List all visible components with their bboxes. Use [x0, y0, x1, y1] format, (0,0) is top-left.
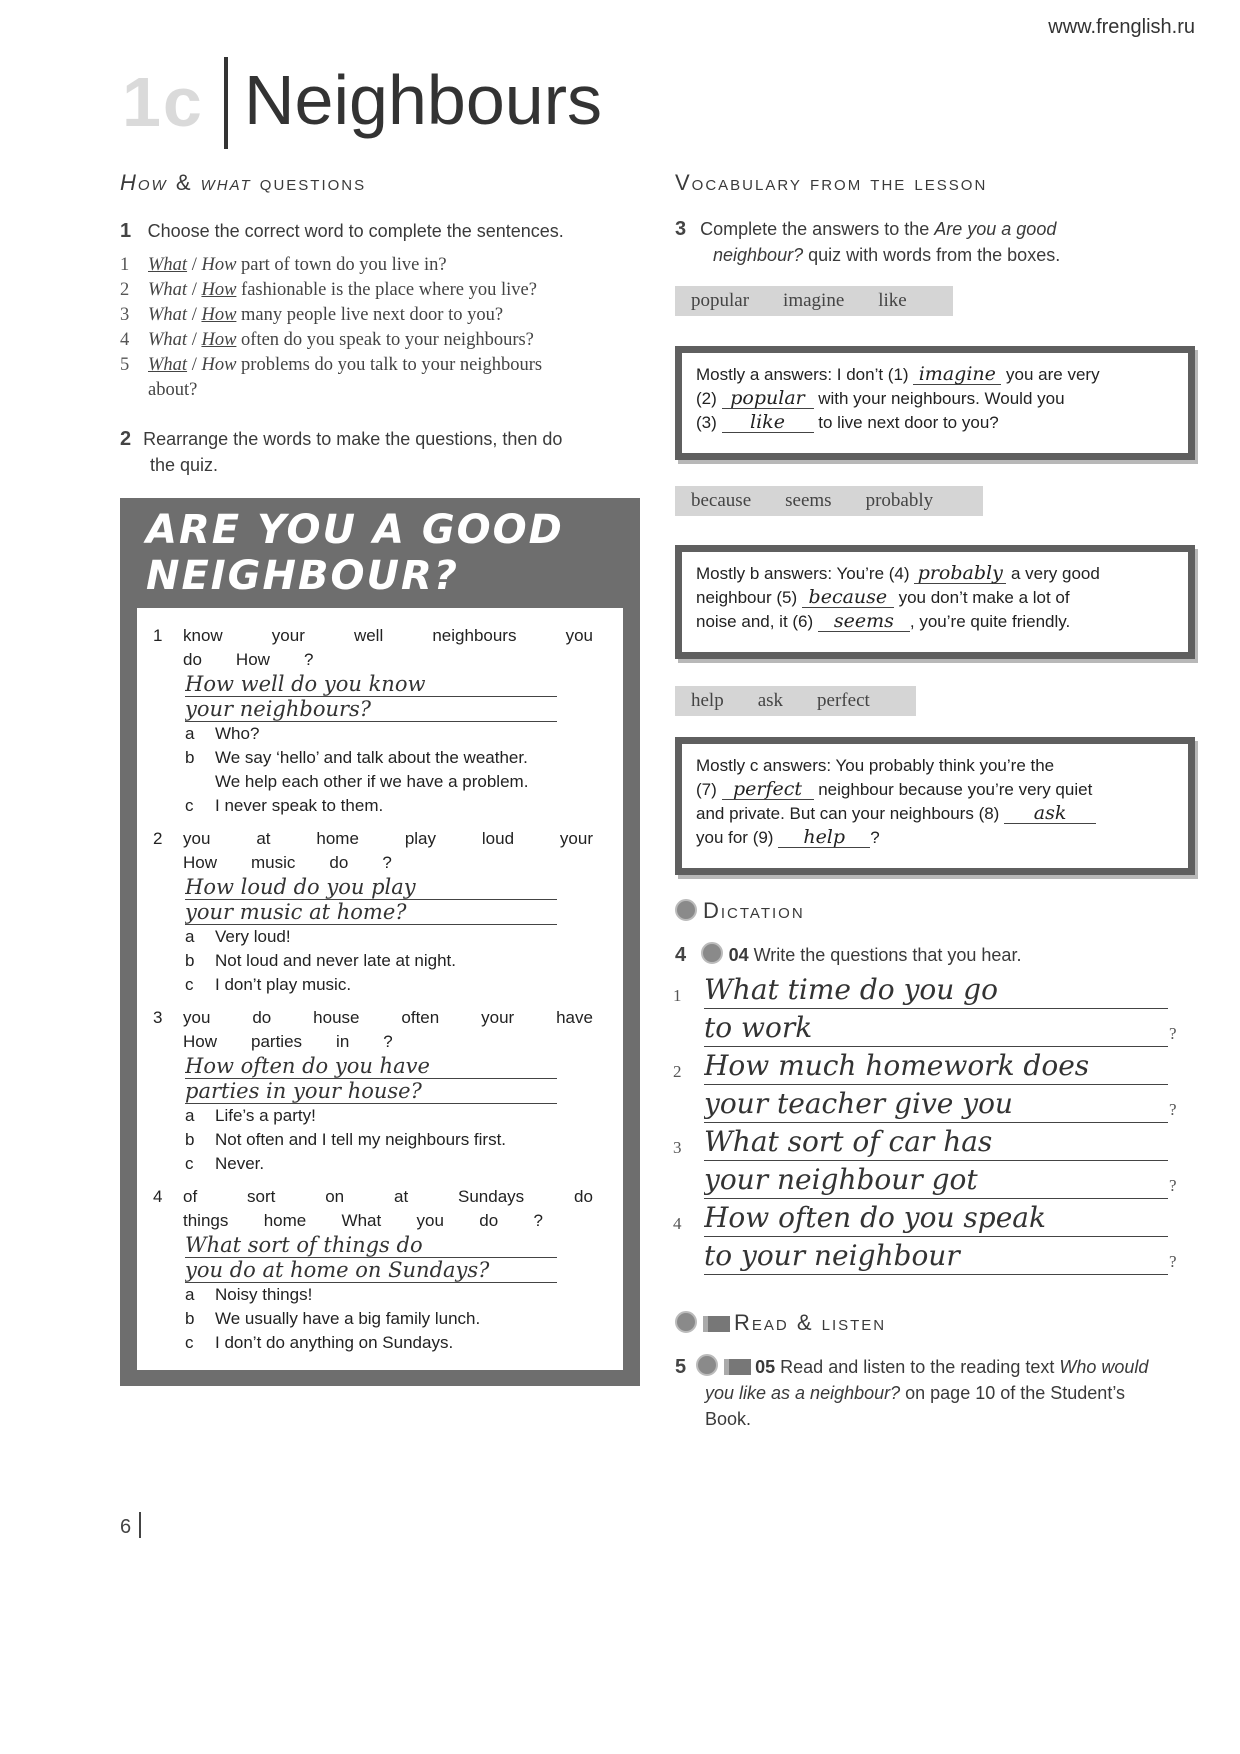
word: ? — [533, 1211, 543, 1230]
word: ? — [303, 650, 314, 669]
item-text: part of town do you live in? — [236, 255, 447, 275]
answer-text: (2) — [696, 389, 722, 408]
gap-fill[interactable]: help — [778, 827, 870, 848]
word: things — [183, 1211, 229, 1230]
quiz-name-continued: neighbour? — [713, 245, 804, 265]
handwritten-answer[interactable]: How often do you have — [185, 1054, 557, 1079]
list-item — [120, 353, 640, 378]
answer-text: you for (9) — [696, 828, 779, 847]
list-item — [120, 278, 640, 303]
option-letter: c — [185, 1333, 194, 1352]
option-text: Life’s a party! — [215, 1106, 316, 1125]
option-text: Not often and I tell my neighbours first. — [215, 1130, 507, 1149]
gap-fill[interactable]: popular — [722, 388, 814, 409]
exercise-1-items — [120, 253, 640, 403]
handwritten-answer[interactable]: How often do you speak — [704, 1200, 1168, 1237]
quiz-option — [153, 1104, 593, 1128]
gap-fill[interactable]: perfect — [722, 779, 814, 800]
question-number: 4 — [153, 1187, 163, 1206]
exercise-5 — [675, 1354, 1195, 1432]
section-heading-vocabulary: Vocabulary from the lesson — [675, 170, 988, 195]
word: your — [559, 829, 593, 848]
quiz-option — [153, 722, 593, 746]
word: neighbours — [432, 626, 517, 645]
exercise-1 — [120, 218, 640, 244]
option-text: Noisy things! — [215, 1285, 313, 1304]
exercise-number: 5 — [675, 1356, 687, 1378]
quiz-name: Are you a good — [934, 219, 1057, 239]
option-letter: a — [185, 927, 195, 946]
handwritten-answer[interactable]: How loud do you play — [185, 875, 557, 900]
exercise-instruction: Rearrange the words to make the questions, then do — [143, 429, 563, 449]
gap-fill[interactable]: ask — [1004, 803, 1096, 824]
handwritten-answer[interactable]: How well do you know — [185, 672, 557, 697]
item-text: often do you speak to your neighbours? — [236, 330, 534, 350]
option-text: We usually have a big family lunch. — [215, 1309, 481, 1328]
word-option: help — [691, 690, 724, 711]
exercise-3 — [675, 216, 1175, 268]
list-item — [120, 328, 640, 353]
word: well — [353, 626, 384, 645]
option-letter: b — [185, 748, 195, 767]
option-what: What — [148, 305, 188, 325]
answer-box-2 — [675, 545, 1195, 659]
word: How — [183, 853, 218, 872]
list-item — [120, 303, 640, 328]
option-how: How — [201, 330, 237, 350]
option-letter: c — [185, 975, 194, 994]
answer-text: ? — [870, 828, 880, 847]
quiz-title-line: ARE YOU A GOOD — [146, 507, 564, 553]
word: do — [479, 1211, 499, 1230]
track-number: 05 — [755, 1357, 776, 1377]
quiz-option — [153, 1307, 593, 1331]
word-box-1 — [675, 286, 953, 316]
word: have — [556, 1008, 593, 1027]
separator: / — [187, 305, 202, 325]
answer-text: and private. But can your neighbours (8) — [696, 804, 1005, 823]
heading-text: Dictation — [703, 898, 805, 923]
word: know — [183, 626, 223, 645]
separator: / — [187, 280, 202, 300]
word: music — [251, 853, 296, 872]
exercise-instruction-continued: on page 10 of the Student’s — [900, 1383, 1125, 1403]
quiz-title — [146, 507, 626, 599]
item-text: fashionable is the place where you live? — [236, 280, 537, 300]
item-text-continued: about? — [148, 380, 198, 400]
option-letter: c — [185, 796, 194, 815]
word: you — [183, 829, 211, 848]
answer-text: Mostly a answers: I don’t (1) — [696, 365, 914, 384]
option-letter: a — [185, 1285, 195, 1304]
option-text: Who? — [215, 724, 260, 743]
exercise-number: 3 — [675, 218, 687, 240]
item-text: many people live next door to you? — [236, 305, 504, 325]
word-option: like — [878, 290, 907, 311]
word: How — [235, 650, 270, 669]
word: home — [263, 1211, 307, 1230]
quiz-option — [153, 949, 593, 973]
item-number: 3 — [120, 305, 130, 325]
option-how: How — [201, 255, 237, 275]
answer-text: you are very — [1001, 365, 1100, 384]
option-letter: b — [185, 1130, 195, 1149]
gap-fill[interactable]: seems — [818, 611, 910, 632]
exercise-instruction-continued: Book. — [705, 1409, 752, 1429]
quiz-option — [153, 973, 593, 997]
word: do — [183, 650, 202, 669]
question-number: 3 — [153, 1008, 163, 1027]
word-box-3 — [675, 686, 916, 716]
separator: / — [187, 330, 202, 350]
option-text: Not loud and never late at night. — [215, 951, 456, 970]
site-url[interactable]: www.frenglish.ru — [1048, 16, 1195, 38]
word: play — [404, 829, 436, 848]
answer-text: neighbour (5) — [696, 588, 802, 607]
option-what: What — [148, 355, 188, 375]
answer-text: you don’t make a lot of — [893, 588, 1070, 607]
answer-text: (7) — [696, 780, 722, 799]
item-number: 5 — [120, 355, 130, 375]
quiz-title-line: NEIGHBOUR? — [146, 553, 459, 599]
page-title: Neighbours — [244, 61, 602, 139]
heading-how: How — [120, 170, 168, 195]
word: you — [416, 1211, 444, 1230]
answer-text: with your neighbours. Would you — [813, 389, 1065, 408]
exercise-instruction-continued: the quiz. — [150, 455, 219, 475]
reading-title-continued: you like as a neighbour? — [705, 1383, 901, 1403]
word-option: because — [691, 490, 752, 511]
heading-rest: questions — [251, 170, 367, 195]
word-option: seems — [785, 490, 832, 511]
exercise-number: 1 — [120, 220, 132, 242]
question-mark: ? — [1169, 1176, 1177, 1195]
word: house — [313, 1008, 360, 1027]
book-icon — [724, 1359, 751, 1375]
word: on — [325, 1187, 345, 1206]
option-what: What — [148, 330, 188, 350]
item-text: problems do you talk to your neighbours — [236, 355, 543, 375]
item-number: 4 — [120, 330, 130, 350]
word: do — [252, 1008, 272, 1027]
question-number: 2 — [153, 829, 163, 848]
handwritten-answer[interactable]: What sort of car has — [704, 1124, 1168, 1161]
handwritten-answer[interactable]: How much homework does — [704, 1048, 1168, 1085]
option-text: We say ‘hello’ and talk about the weather. — [215, 748, 528, 767]
exercise-number: 4 — [675, 944, 687, 966]
handwritten-answer[interactable]: to your neighbour — [704, 1238, 1168, 1275]
word-option: imagine — [783, 290, 845, 311]
answer-text: Mostly c answers: You probably think you’re the — [696, 756, 1055, 775]
quiz-option — [153, 794, 593, 818]
section-heading-how-what — [120, 170, 366, 196]
word: your — [481, 1008, 515, 1027]
heading-text: Read & listen — [734, 1310, 887, 1335]
cd-icon[interactable] — [696, 1354, 718, 1376]
exercise-instruction: Write the questions that you hear. — [748, 945, 1022, 965]
list-item — [120, 253, 640, 278]
separator: / — [187, 355, 202, 375]
word: parties — [251, 1032, 303, 1051]
answer-box-1 — [675, 346, 1195, 460]
word: do — [574, 1187, 593, 1206]
word: often — [401, 1008, 440, 1027]
heading-amp: & — [167, 170, 201, 195]
option-how: How — [201, 355, 237, 375]
option-letter: b — [185, 1309, 195, 1328]
word: at — [256, 829, 271, 848]
quiz-question-2 — [153, 827, 593, 997]
reading-title: Who would — [1059, 1357, 1149, 1377]
item-number: 3 — [673, 1138, 682, 1157]
word: your — [271, 626, 305, 645]
quiz-question-1 — [153, 624, 593, 818]
gap-fill[interactable]: like — [722, 412, 814, 433]
question-mark: ? — [1169, 1100, 1177, 1119]
word: loud — [481, 829, 515, 848]
cd-icon — [675, 899, 697, 921]
title-divider — [224, 57, 228, 149]
word-option: popular — [691, 290, 750, 311]
gap-fill[interactable]: probably — [914, 563, 1006, 584]
word: at — [393, 1187, 409, 1206]
option-letter: a — [185, 724, 195, 743]
option-text: I don’t do anything on Sundays. — [215, 1333, 454, 1352]
word-box-2 — [675, 486, 983, 516]
answer-box-3 — [675, 737, 1195, 875]
answer-text: noise and, it (6) — [696, 612, 818, 631]
word-option: probably — [865, 490, 934, 511]
gap-fill[interactable]: imagine — [913, 364, 1001, 385]
option-text-continued: We help each other if we have a problem. — [215, 772, 529, 791]
quiz-option — [153, 925, 593, 949]
question-number: 1 — [153, 626, 163, 645]
exercise-number: 2 — [120, 428, 132, 450]
section-heading-read-listen — [675, 1310, 886, 1336]
quiz-option — [153, 746, 593, 770]
answer-text: Mostly b answers: You’re (4) — [696, 564, 915, 583]
option-text: Never. — [215, 1154, 265, 1173]
separator: / — [187, 255, 202, 275]
word: sort — [247, 1187, 276, 1206]
word: ? — [382, 853, 392, 872]
option-how: How — [201, 305, 237, 325]
item-number: 4 — [673, 1214, 682, 1233]
gap-fill[interactable]: because — [802, 587, 894, 608]
page-number: 6 — [120, 1516, 132, 1538]
quiz-question-4 — [153, 1185, 593, 1355]
answer-text: , you’re quite friendly. — [909, 612, 1071, 631]
option-letter: c — [185, 1154, 194, 1173]
option-text: I never speak to them. — [215, 796, 384, 815]
exercise-instruction: Read and listen to the reading text — [775, 1357, 1060, 1377]
quiz-question-3 — [153, 1006, 593, 1176]
option-letter: b — [185, 951, 195, 970]
exercise-instruction-continued: quiz with words from the boxes. — [803, 245, 1061, 265]
word-option: ask — [757, 690, 784, 711]
handwritten-answer[interactable]: to work — [704, 1010, 1168, 1047]
handwritten-answer[interactable]: you do at home on Sundays? — [185, 1258, 557, 1283]
option-what: What — [148, 280, 188, 300]
option-text: I don’t play music. — [215, 975, 352, 994]
quiz-option — [153, 1331, 593, 1355]
section-heading-dictation — [675, 898, 805, 924]
quiz-option — [153, 1283, 593, 1307]
option-what: What — [148, 255, 188, 275]
question-mark: ? — [1169, 1252, 1177, 1271]
exercise-instruction: Complete the answers to the — [700, 219, 935, 239]
answer-text: a very good — [1006, 564, 1100, 583]
item-number: 2 — [120, 280, 130, 300]
exercise-2 — [120, 426, 640, 478]
word: How — [183, 1032, 218, 1051]
unit-code: 1c — [122, 63, 204, 141]
option-letter: a — [185, 1106, 195, 1125]
page-number-divider — [139, 1512, 141, 1538]
answer-text: neighbour because you’re very quiet — [813, 780, 1093, 799]
item-number: 1 — [673, 986, 682, 1005]
word: home — [316, 829, 359, 848]
item-number: 2 — [673, 1062, 682, 1081]
handwritten-answer[interactable]: your teacher give you — [704, 1086, 1168, 1123]
handwritten-answer[interactable]: your music at home? — [185, 900, 557, 925]
question-mark: ? — [1169, 1024, 1177, 1043]
option-text: Very loud! — [215, 927, 291, 946]
handwritten-answer[interactable]: your neighbours? — [185, 697, 557, 722]
cd-icon — [675, 1311, 697, 1333]
handwritten-answer[interactable]: your neighbour got — [704, 1162, 1168, 1199]
option-how: How — [201, 280, 237, 300]
quiz-option — [153, 1152, 593, 1176]
heading-what: what — [200, 170, 252, 195]
book-icon — [703, 1316, 730, 1332]
handwritten-answer[interactable]: parties in your house? — [185, 1079, 557, 1104]
item-number: 1 — [120, 255, 130, 275]
word: in — [336, 1032, 350, 1051]
answer-text: (3) — [696, 413, 722, 432]
cd-icon[interactable] — [701, 942, 723, 964]
word: Sundays — [458, 1187, 525, 1206]
handwritten-answer[interactable]: What time do you go — [704, 972, 1168, 1009]
word: ? — [383, 1032, 393, 1051]
quiz-option — [153, 1128, 593, 1152]
word: do — [329, 853, 349, 872]
word: you — [183, 1008, 211, 1027]
word-option: perfect — [817, 690, 870, 711]
exercise-instruction: Choose the correct word to complete the sentences. — [147, 221, 564, 241]
exercise-4 — [675, 942, 1195, 968]
handwritten-answer[interactable]: What sort of things do — [185, 1233, 557, 1258]
word: you — [565, 626, 593, 645]
answer-text: to live next door to you? — [813, 413, 999, 432]
word: of — [183, 1187, 198, 1206]
word: What — [341, 1211, 382, 1230]
track-number: 04 — [728, 945, 749, 965]
